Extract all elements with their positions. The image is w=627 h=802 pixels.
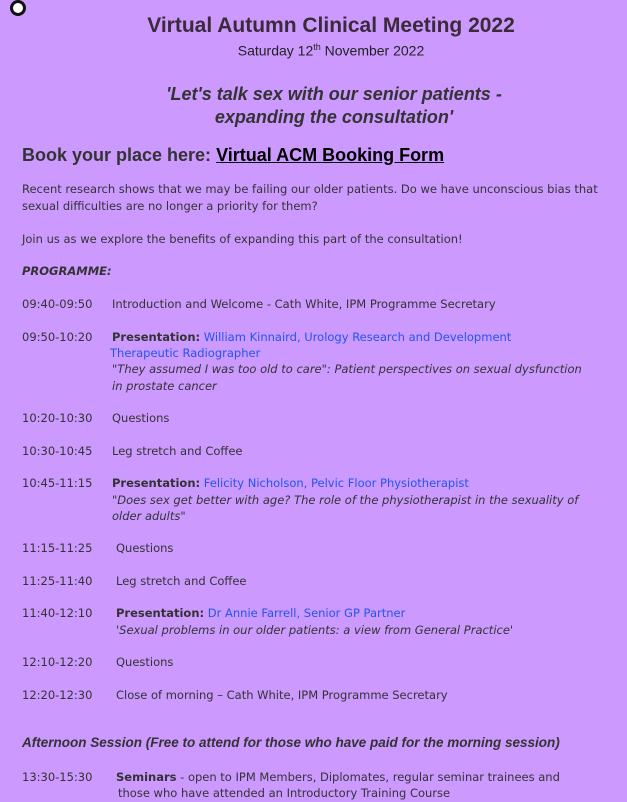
programme-heading: PROGRAMME: bbox=[22, 264, 112, 278]
booking-heading: Book your place here: Virtual ACM Booking Form bbox=[22, 145, 445, 165]
intro-paragraph: Recent research shows that we may be failing our older patients. Do we have unconscious bias that sexual difficulties are no longer a priority for them? bbox=[22, 182, 598, 213]
speaker: Felicity Nicholson, Pelvic Floor Physiotherapist bbox=[203, 476, 469, 490]
page-title: Virtual Autumn Clinical Meeting 2022 bbox=[147, 14, 515, 37]
afternoon-heading: Afternoon Session (Free to attend for those who have paid for the morning session) bbox=[22, 735, 560, 750]
event-subtitle: 'Let's talk sex with our senior patients - expanding the consultation' bbox=[166, 84, 502, 127]
intro-paragraph-2: Join us as we explore the benefits of expanding this part of the consultation! bbox=[22, 232, 463, 246]
speaker: William Kinnaird, Urology Research and Development bbox=[203, 330, 512, 344]
event-date: Saturday 12th November 2022 bbox=[237, 42, 425, 59]
booking-form-link[interactable]: Virtual ACM Booking Form bbox=[216, 145, 445, 165]
speaker: Dr Annie Farrell, Senior GP Partner bbox=[207, 606, 406, 620]
